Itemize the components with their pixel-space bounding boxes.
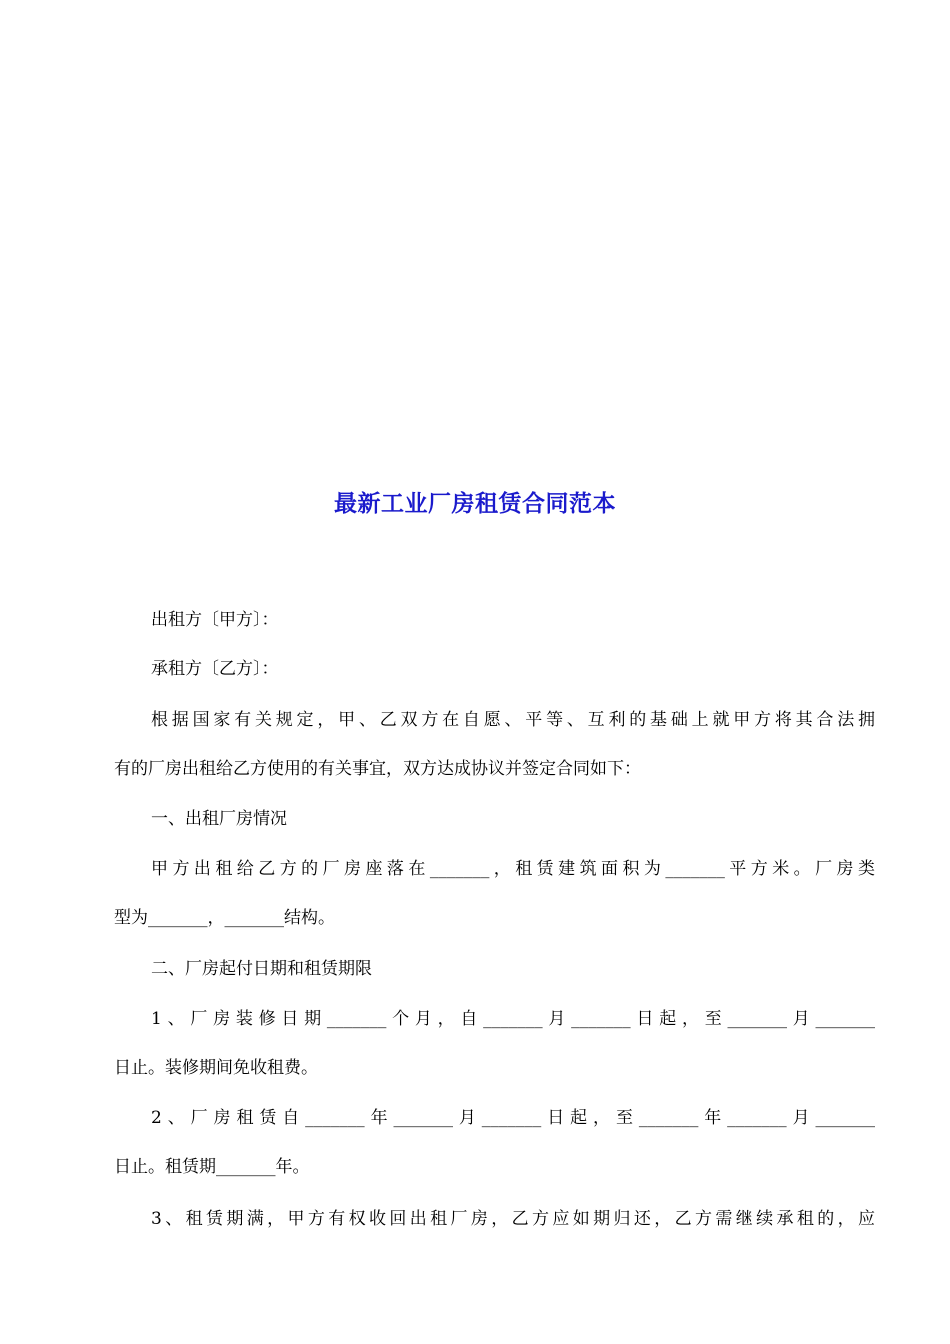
clause-1-line-1: 1、厂房装修日期_______个月，自_______月_______日起，至_______月_______ [151,1009,875,1029]
clause-2-line-1: 2、厂房租赁自_______年_______月_______日起，至_______年_______月_______ [151,1108,875,1128]
clause-3-line-1: 3、租赁期满，甲方有权收回出租厂房，乙方应如期归还，乙方需继续承租的，应 [151,1209,875,1229]
document-title: 最新工业厂房租赁合同范本 [334,490,616,517]
clause-1-line-2: 日止。装修期间免收租费。 [114,1058,318,1078]
party-b-line: 承租方〔乙方〕： [151,659,279,679]
preamble-line-1: 根据国家有关规定，甲、乙双方在自愿、平等、互利的基础上就甲方将其合法拥 [151,710,875,730]
section-1-text-line-1: 甲方出租给乙方的厂房座落在_______，租赁建筑面积为_______平方米。厂房类 [151,859,875,879]
section-1-heading: 一、出租厂房情况 [151,809,287,829]
preamble-line-2: 有的厂房出租给乙方使用的有关事宜，双方达成协议并签定合同如下： [114,759,641,779]
party-a-line: 出租方〔甲方〕： [151,610,279,630]
clause-2-line-2: 日止。租赁期_______年。 [114,1157,310,1177]
section-2-heading: 二、厂房起付日期和租赁期限 [151,959,372,979]
section-1-text-line-2: 型为_______，_______结构。 [114,908,335,928]
